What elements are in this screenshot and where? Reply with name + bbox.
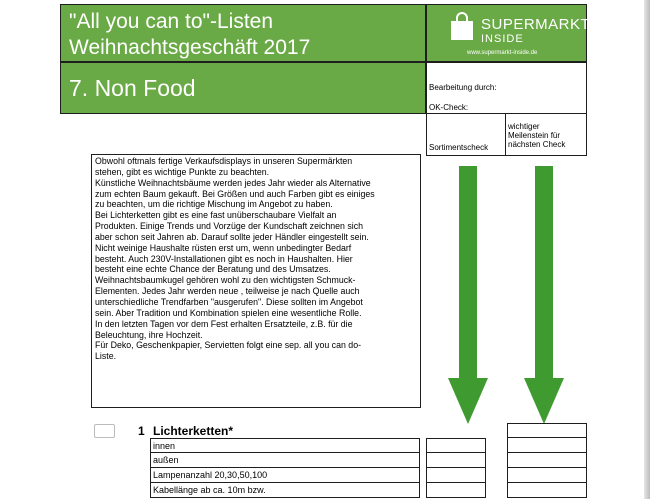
sortiment-check-cell[interactable]: [426, 483, 486, 498]
item-number: 1: [138, 424, 145, 438]
column-header-sortimentscheck-label: Sortimentscheck: [429, 143, 489, 152]
info-cell: [426, 62, 587, 114]
logo: [426, 4, 591, 62]
sortiment-check-cell[interactable]: [426, 468, 486, 483]
section-title: 7. Non Food: [69, 75, 196, 101]
arrow-down-icon: [448, 166, 488, 426]
title-cell: [60, 4, 426, 62]
logo-name-line1: SUPERMARKT: [481, 16, 591, 33]
item-checkbox[interactable]: [94, 424, 115, 438]
list-item: außen: [150, 453, 420, 468]
milestone-check-cell[interactable]: [507, 483, 587, 498]
milestone-check-cell[interactable]: [507, 438, 587, 453]
column-header-sortimentscheck: [426, 114, 506, 156]
milestone-check-cell[interactable]: [507, 453, 587, 468]
list-item: innen: [150, 438, 420, 453]
arrow-down-icon: [524, 166, 564, 426]
logo-url: www.supermarkt-inside.de: [467, 50, 538, 56]
column-header-meilenstein-label: wichtiger Meilenstein für nächsten Check: [508, 122, 566, 149]
sortiment-check-cell[interactable]: [426, 453, 486, 468]
milestone-check-cell[interactable]: [507, 468, 587, 483]
sortiment-check-cell[interactable]: [426, 438, 486, 453]
ok-check-label: OK-Check:: [429, 103, 469, 112]
page-edge-shadow: [644, 0, 650, 499]
section-cell: [60, 62, 426, 114]
title-line-1: "All you can to"-Listen: [69, 10, 274, 33]
title-line-2: Weihnachtsgeschäft 2017: [69, 36, 311, 59]
item-title: Lichterketten*: [153, 424, 234, 438]
shopping-bag-icon: [449, 12, 475, 47]
description-box: Obwohl oftmals fertige Verkaufsdisplays in unseren Supermärkten stehen, gibt es wichtige Punkte zu beachten. Künstliche Weihnachtsbäume werden jedes Jahr wieder als Alternative zum echten Baum gekauft. Bei Größen und auch Farben gibt es einiges zu beachten, um die richtige Mischung im Angebot zu haben. Bei Lichterketten gibt es eine fast unüberschaubare Vielfalt an Produkten. Einige Trends und Vorzüge der Kundschaft zeichnen sich aber schon seit Jahren ab. Darauf sollte jeder Händler eingestellt sein. Nicht weinige Haushalte rüsten erst um, wenn unbedingter Bedarf besteht. Auch 230V-Installationen gibt es noch in Haushalten. Hier besteht eine echte Chance der Beratung und des Umsatzes. Weihnachtsbaumkugel gehören wohl zu den wichtigsten Schmuck- Elementen. Jedes Jahr werden neue , teilweise je nach Quelle auch unterschiedliche Trendfarben "ausgerufen". Diese sollten im Angebot sein. Aber Tradition und Kombination spielen eine wesentliche Rolle. In den letzten Tagen vor dem Fest erhalten Ersatzteile, z.B. für die Beleuchtung, ihre Hochzeit. Für Deko, Geschenkpapier, Servietten folgt eine sep. all you can do- Liste.: [91, 154, 421, 408]
bearbeitung-label: Bearbeitung durch:: [429, 83, 497, 92]
column-header-meilenstein: [505, 114, 587, 156]
list-item: Kabellänge ab ca. 10m bzw.: [150, 483, 420, 498]
milestone-check-cell[interactable]: [507, 423, 587, 438]
logo-name-line2: INSIDE: [481, 33, 524, 45]
list-item: Lampenanzahl 20,30,50,100: [150, 468, 420, 483]
